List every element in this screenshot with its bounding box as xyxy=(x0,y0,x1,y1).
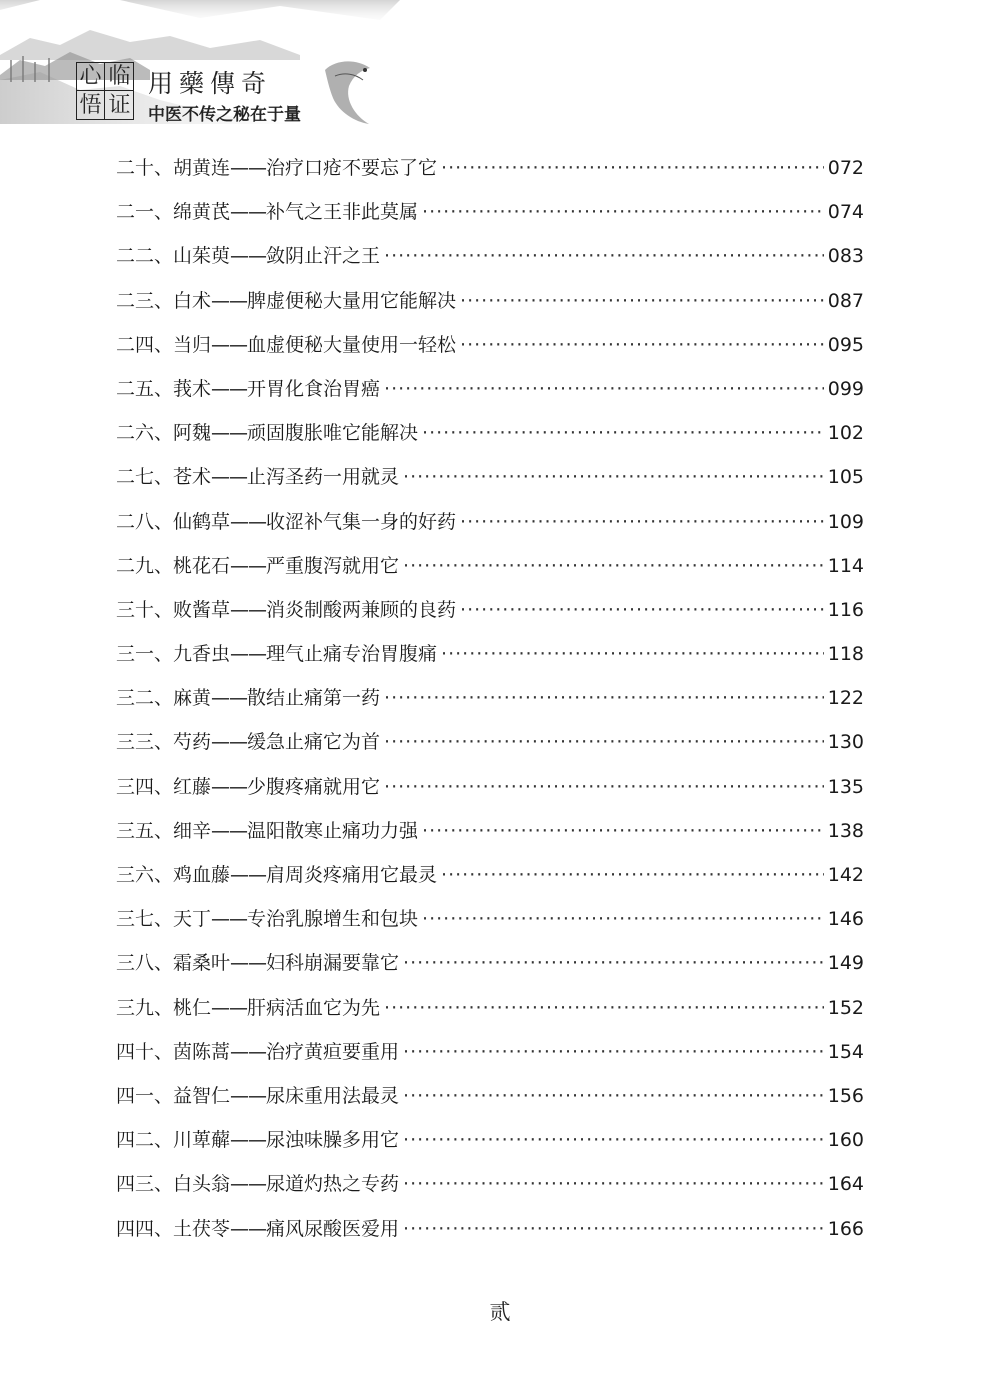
toc-entry-number: 四十、 xyxy=(116,1040,174,1063)
toc-entry-dash: —— xyxy=(230,1217,267,1240)
toc-entry-page: 154 xyxy=(827,1040,864,1063)
toc-entry-page: 109 xyxy=(827,510,864,533)
toc-entry-number: 二一、 xyxy=(116,201,174,224)
toc-entry[interactable] xyxy=(116,638,864,682)
toc-leader-dots xyxy=(422,815,824,847)
toc-entry-herb: 芍药 xyxy=(173,731,212,754)
toc-entry-herb: 红藤 xyxy=(173,775,212,798)
toc-entry[interactable] xyxy=(116,1213,864,1257)
toc-entry[interactable] xyxy=(116,1080,864,1124)
toc-leader-dots xyxy=(441,152,824,184)
toc-entry-description: 收涩补气集一身的好药 xyxy=(266,510,457,533)
toc-entry[interactable] xyxy=(116,285,864,329)
toc-entry-dash: —— xyxy=(230,598,267,621)
toc-entry[interactable] xyxy=(116,329,864,373)
toc-entry-number: 二二、 xyxy=(116,245,174,268)
toc-entry-herb: 阿魏 xyxy=(173,422,212,445)
toc-entry-dash: —— xyxy=(211,289,248,312)
toc-entry-number: 三五、 xyxy=(116,819,174,842)
toc-entry-description: 温阳散寒止痛功力强 xyxy=(247,819,419,842)
toc-entry-herb: 天丁 xyxy=(173,908,212,931)
toc-entry[interactable] xyxy=(116,771,864,815)
toc-entry-dash: —— xyxy=(211,687,248,710)
toc-leader-dots xyxy=(460,329,824,361)
toc-entry-number: 二九、 xyxy=(116,554,174,577)
toc-entry-description: 止泻圣药一用就灵 xyxy=(247,466,400,489)
toc-entry-number: 三六、 xyxy=(116,864,174,886)
toc-leader-dots xyxy=(422,903,824,935)
seal-char: 悟 xyxy=(79,93,102,118)
toc-entry-number: 三十、 xyxy=(116,598,174,621)
toc-entry[interactable] xyxy=(116,594,864,638)
toc-entry-dash: —— xyxy=(230,864,267,886)
book-title: 用藥傳奇 xyxy=(148,69,273,98)
toc-entry-page: 102 xyxy=(827,422,864,445)
toc-entry-dash: —— xyxy=(211,466,248,489)
toc-entry-description: 敛阴止汗之王 xyxy=(266,245,381,268)
seal-char: 心 xyxy=(79,64,102,89)
toc-entry-herb: 川萆薢 xyxy=(173,1129,231,1152)
toc-leader-dots xyxy=(403,1080,824,1112)
toc-entry-dash: —— xyxy=(230,157,267,179)
toc-leader-dots xyxy=(441,859,824,891)
toc-entry-dash: —— xyxy=(211,333,248,356)
toc-leader-dots xyxy=(403,1213,824,1245)
toc-leader-dots xyxy=(460,285,824,317)
toc-entry-page: 149 xyxy=(827,952,864,975)
toc-entry[interactable] xyxy=(116,1036,864,1080)
toc-entry-description: 妇科崩漏要靠它 xyxy=(266,952,400,975)
toc-entry[interactable] xyxy=(116,903,864,947)
toc-entry-description: 尿浊味臊多用它 xyxy=(266,1129,400,1152)
toc-entry-description: 血虚便秘大量使用一轻松 xyxy=(247,333,457,356)
toc-entry-dash: —— xyxy=(230,1040,267,1063)
toc-entry-description: 肝病活血它为先 xyxy=(247,996,381,1019)
toc-entry-description: 痛风尿酸医爱用 xyxy=(266,1217,400,1240)
toc-entry[interactable] xyxy=(116,373,864,417)
toc-entry-number: 二七、 xyxy=(116,466,174,489)
toc-entry-description: 消炎制酸两兼顾的良药 xyxy=(266,598,457,621)
toc-entry-herb: 山茱萸 xyxy=(173,245,231,268)
toc-entry-page: 164 xyxy=(827,1173,864,1196)
toc-entry-dash: —— xyxy=(211,996,248,1019)
toc-leader-dots xyxy=(384,726,824,758)
toc-entry-number: 四四、 xyxy=(116,1217,174,1240)
toc-entry-herb: 败酱草 xyxy=(173,598,231,621)
toc-leader-dots xyxy=(403,550,824,582)
toc-entry-page: 083 xyxy=(827,245,864,268)
toc-entry-description: 肩周炎疼痛用它最灵 xyxy=(266,864,438,886)
toc-entry-herb: 鸡血藤 xyxy=(173,864,231,886)
toc-entry-description: 开胃化食治胃癌 xyxy=(247,377,381,400)
toc-entry-herb: 当归 xyxy=(173,333,212,356)
toc-entry-dash: —— xyxy=(211,819,248,842)
toc-entry-description: 治疗黄疸要重用 xyxy=(266,1040,400,1063)
toc-entry-number: 三七、 xyxy=(116,908,174,931)
toc-leader-dots xyxy=(384,992,824,1024)
toc-leader-dots xyxy=(384,682,824,714)
toc-leader-dots xyxy=(403,1036,824,1068)
toc-entry-page: 142 xyxy=(827,864,864,886)
toc-entry-number: 四三、 xyxy=(116,1173,174,1196)
toc-entry[interactable] xyxy=(116,1124,864,1168)
toc-leader-dots xyxy=(460,594,824,626)
seal-char: 证 xyxy=(108,93,131,118)
toc-entry[interactable] xyxy=(116,152,864,196)
toc-entry-page: 122 xyxy=(827,687,864,710)
toc-entry-dash: —— xyxy=(211,422,248,445)
toc-entry-herb: 九香虫 xyxy=(173,643,231,666)
toc-entry-number: 二四、 xyxy=(116,333,174,356)
toc-entry-herb: 霜桑叶 xyxy=(173,952,231,975)
toc-entry-herb: 土茯苓 xyxy=(173,1217,231,1240)
toc-entry-description: 尿床重用法最灵 xyxy=(266,1084,400,1107)
toc-entry-number: 二三、 xyxy=(116,289,174,312)
toc-entry-number: 二六、 xyxy=(116,422,174,445)
toc-entry-number: 二八、 xyxy=(116,510,174,533)
toc-entry-description: 专治乳腺增生和包块 xyxy=(247,908,419,931)
toc-entry-herb: 胡黄连 xyxy=(173,157,231,179)
toc-entry-description: 补气之王非此莫属 xyxy=(266,201,419,224)
toc-entry-dash: —— xyxy=(230,1173,267,1196)
toc-entry-page: 152 xyxy=(827,996,864,1019)
toc-entry-page: 118 xyxy=(827,643,864,666)
page-header xyxy=(0,0,420,140)
toc-entry-page: 105 xyxy=(827,466,864,489)
toc-entry-page: 166 xyxy=(827,1217,864,1240)
toc-entry-dash: —— xyxy=(230,245,267,268)
toc-entry-description: 脾虚便秘大量用它能解决 xyxy=(247,289,457,312)
toc-entry-dash: —— xyxy=(230,643,267,666)
toc-leader-dots xyxy=(403,1168,824,1200)
toc-entry-dash: —— xyxy=(230,1129,267,1152)
toc-leader-dots xyxy=(384,373,824,405)
toc-entry-number: 四一、 xyxy=(116,1084,174,1107)
toc-entry-dash: —— xyxy=(230,554,267,577)
page-number: 贰 xyxy=(489,1300,511,1324)
toc-leader-dots xyxy=(403,1124,824,1156)
toc-entry-dash: —— xyxy=(230,952,267,975)
toc-entry-dash: —— xyxy=(230,1084,267,1107)
toc-entry-page: 114 xyxy=(827,554,864,577)
toc-leader-dots xyxy=(403,947,824,979)
toc-entry-dash: —— xyxy=(211,908,248,931)
toc-entry-description: 顽固腹胀唯它能解决 xyxy=(247,422,419,445)
toc-entry[interactable] xyxy=(116,461,864,505)
toc-leader-dots xyxy=(384,240,824,272)
toc-entry[interactable] xyxy=(116,726,864,770)
toc-entry-dash: —— xyxy=(230,510,267,533)
toc-entry-number: 三八、 xyxy=(116,952,174,975)
toc-entry[interactable] xyxy=(116,682,864,726)
toc-entry-number: 三四、 xyxy=(116,775,174,798)
toc-entry-number: 二十、 xyxy=(116,157,174,179)
bird-icon xyxy=(325,61,370,124)
toc-entry-number: 三二、 xyxy=(116,687,174,710)
toc-entry-dash: —— xyxy=(211,775,248,798)
toc-entry-page: 156 xyxy=(827,1084,864,1107)
toc-entry-number: 三三、 xyxy=(116,731,174,754)
toc-entry-page: 135 xyxy=(827,775,864,798)
toc-entry-page: 146 xyxy=(827,908,864,931)
toc-entry-herb: 桃花石 xyxy=(173,554,231,577)
toc-leader-dots xyxy=(384,771,824,803)
toc-entry-description: 少腹疼痛就用它 xyxy=(247,775,381,798)
toc-entry-number: 四二、 xyxy=(116,1129,174,1152)
toc-entry-herb: 白头翁 xyxy=(173,1173,231,1196)
toc-entry[interactable] xyxy=(116,815,864,859)
toc-entry[interactable] xyxy=(116,240,864,284)
toc-entry-herb: 茵陈蒿 xyxy=(173,1040,231,1063)
toc-entry[interactable] xyxy=(116,947,864,991)
toc-entry-page: 130 xyxy=(827,731,864,754)
toc-entry-herb: 细辛 xyxy=(173,819,212,842)
toc-entry-page: 095 xyxy=(827,333,864,356)
toc-entry-herb: 莪术 xyxy=(173,377,212,400)
toc-entry[interactable] xyxy=(116,196,864,240)
toc-entry-herb: 绵黄芪 xyxy=(173,201,231,224)
toc-leader-dots xyxy=(403,461,824,493)
toc-entry-herb: 苍术 xyxy=(173,466,212,489)
toc-entry-herb: 仙鹤草 xyxy=(173,510,231,533)
toc-leader-dots xyxy=(441,638,824,670)
toc-entry-herb: 桃仁 xyxy=(173,996,212,1019)
toc-entry-description: 尿道灼热之专药 xyxy=(266,1173,400,1196)
toc-entry-dash: —— xyxy=(211,377,248,400)
toc-entry[interactable] xyxy=(116,859,864,903)
toc-entry-dash: —— xyxy=(230,201,267,224)
toc-entry-page: 138 xyxy=(827,819,864,842)
toc-entry-number: 三九、 xyxy=(116,996,174,1019)
toc-leader-dots xyxy=(422,196,824,228)
toc-entry-description: 理气止痛专治胃腹痛 xyxy=(266,643,438,666)
toc-entry-herb: 益智仁 xyxy=(173,1084,231,1107)
toc-entry-description: 缓急止痛它为首 xyxy=(247,731,381,754)
toc-entry-page: 087 xyxy=(827,289,864,312)
toc-entry[interactable] xyxy=(116,992,864,1036)
book-subtitle: 中医不传之秘在于量 xyxy=(148,105,301,125)
toc-entry-page: 072 xyxy=(827,157,864,179)
seal-logo xyxy=(76,62,134,120)
toc-entry-page: 099 xyxy=(827,377,864,400)
toc-entry[interactable] xyxy=(116,417,864,461)
seal-char: 临 xyxy=(108,64,131,89)
toc-entry-page: 074 xyxy=(827,201,864,224)
toc-entry[interactable] xyxy=(116,550,864,594)
toc-entry-description: 散结止痛第一药 xyxy=(247,687,381,710)
table-of-contents xyxy=(116,152,864,1257)
toc-entry-number: 二五、 xyxy=(116,377,174,400)
toc-entry-herb: 麻黄 xyxy=(173,687,212,710)
toc-entry[interactable] xyxy=(116,506,864,550)
toc-entry-herb: 白术 xyxy=(173,289,212,312)
toc-entry-number: 三一、 xyxy=(116,643,174,666)
toc-entry-page: 116 xyxy=(827,598,864,621)
toc-entry[interactable] xyxy=(116,1168,864,1212)
toc-leader-dots xyxy=(460,506,824,538)
toc-entry-dash: —— xyxy=(211,731,248,754)
toc-entry-description: 治疗口疮不要忘了它 xyxy=(266,157,438,179)
toc-leader-dots xyxy=(422,417,824,449)
toc-entry-page: 160 xyxy=(827,1129,864,1152)
toc-entry-description: 严重腹泻就用它 xyxy=(266,554,400,577)
